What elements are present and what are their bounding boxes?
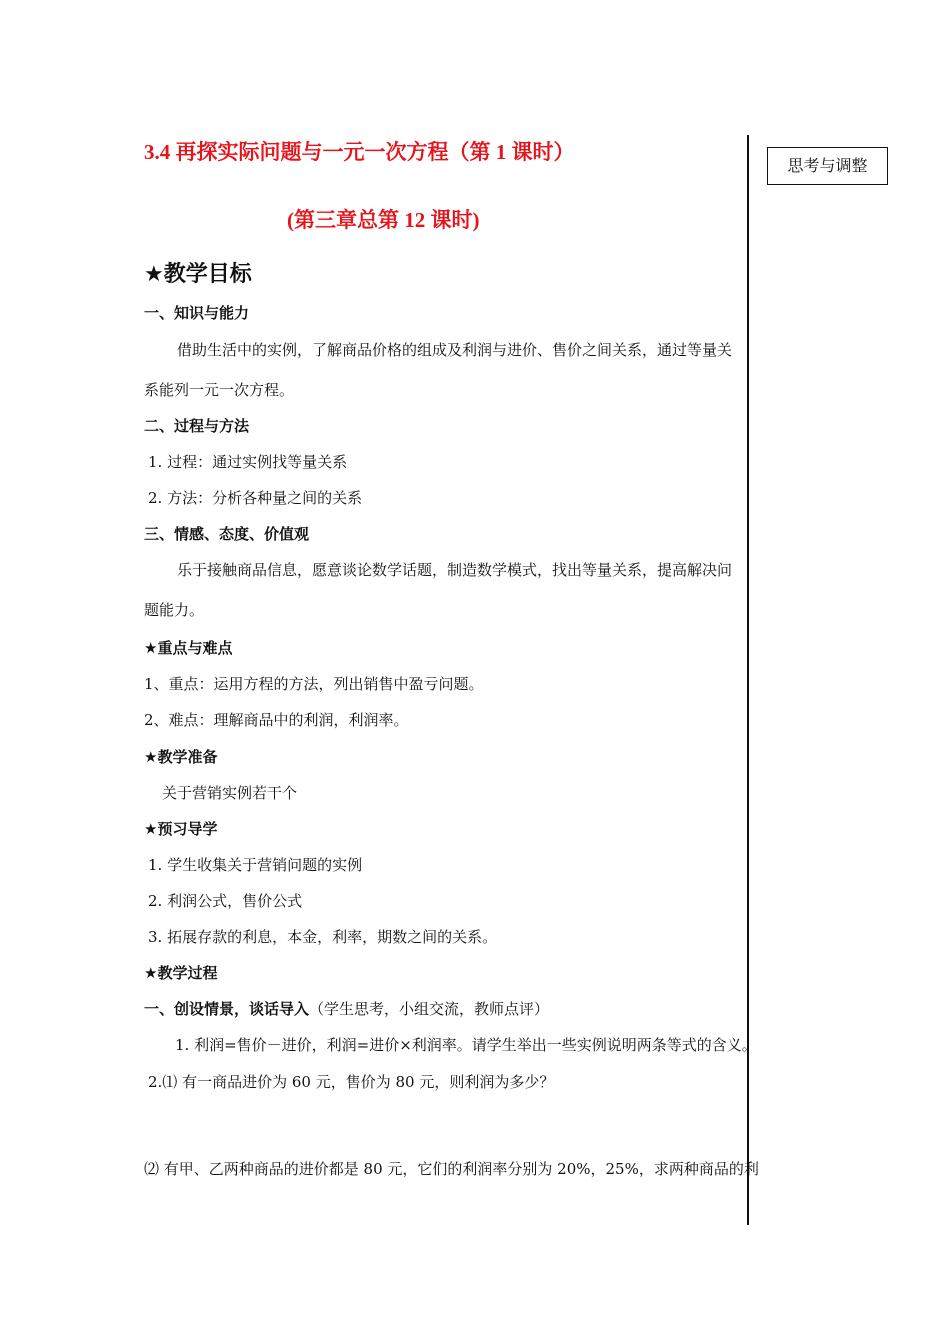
heading-preparation: ★教学准备 — [144, 748, 218, 766]
preview-item-2: 2. 利润公式，售价公式 — [148, 892, 303, 910]
section3-paragraph-line1: 乐于接触商品信息，愿意谈论数学话题，制造数学模式，找出等量关系，提高解决问 — [177, 561, 733, 579]
process-question-2: ⑵ 有甲、乙两种商品的进价都是 80 元，它们的利润率分别为 20%，25%，求两种商品的利 — [144, 1160, 759, 1178]
heading-preview: ★预习导学 — [144, 820, 218, 838]
section1-heading: 一、知识与能力 — [144, 304, 250, 322]
process-question-1: 2.⑴ 有一商品进价为 60 元，售价为 80 元，则利润为多少？ — [148, 1073, 555, 1091]
key-point-2: 2、难点：理解商品中的利润，利润率。 — [144, 711, 409, 729]
side-note-box: 思考与调整 — [767, 147, 888, 185]
preview-item-3: 3. 拓展存款的利息，本金，利率，期数之间的关系。 — [148, 928, 498, 946]
key-point-1: 1、重点：运用方程的方法，列出销售中盈亏问题。 — [144, 675, 484, 693]
heading-teaching-process: ★教学过程 — [144, 964, 218, 982]
section2-item1: 1. 过程：通过实例找等量关系 — [148, 453, 348, 471]
document-subtitle: (第三章总第 12 课时) — [287, 208, 480, 232]
section3-paragraph-line2: 题能力。 — [144, 601, 205, 619]
heading-teaching-goals: ★教学目标 — [144, 262, 252, 287]
section2-item2: 2. 方法：分析各种量之间的关系 — [148, 489, 363, 507]
heading-key-points: ★重点与难点 — [144, 639, 233, 657]
process-step1-line — [144, 998, 549, 1019]
process-step1-heading: 一、创设情景，谈话导入 — [144, 1000, 310, 1018]
section2-heading: 二、过程与方法 — [144, 417, 250, 435]
section1-paragraph-line1: 借助生活中的实例，了解商品价格的组成及利润与进价、售价之间关系，通过等量关 — [177, 341, 733, 359]
document-title: 3.4 再探实际问题与一元一次方程（第 1 课时） — [144, 140, 575, 164]
process-step1-note: （学生思考，小组交流，教师点评） — [309, 1000, 550, 1018]
process-formula-line: 1. 利润=售价－进价，利润=进价×利润率。请学生举出一些实例说明两条等式的含义。 — [175, 1036, 757, 1054]
preview-item-1: 1. 学生收集关于营销问题的实例 — [148, 856, 363, 874]
margin-divider-line — [747, 135, 749, 1225]
section1-paragraph-line2: 系能列一元一次方程。 — [144, 381, 295, 399]
preparation-item: 关于营销实例若干个 — [162, 784, 298, 802]
section3-heading: 三、情感、态度、价值观 — [144, 525, 310, 543]
